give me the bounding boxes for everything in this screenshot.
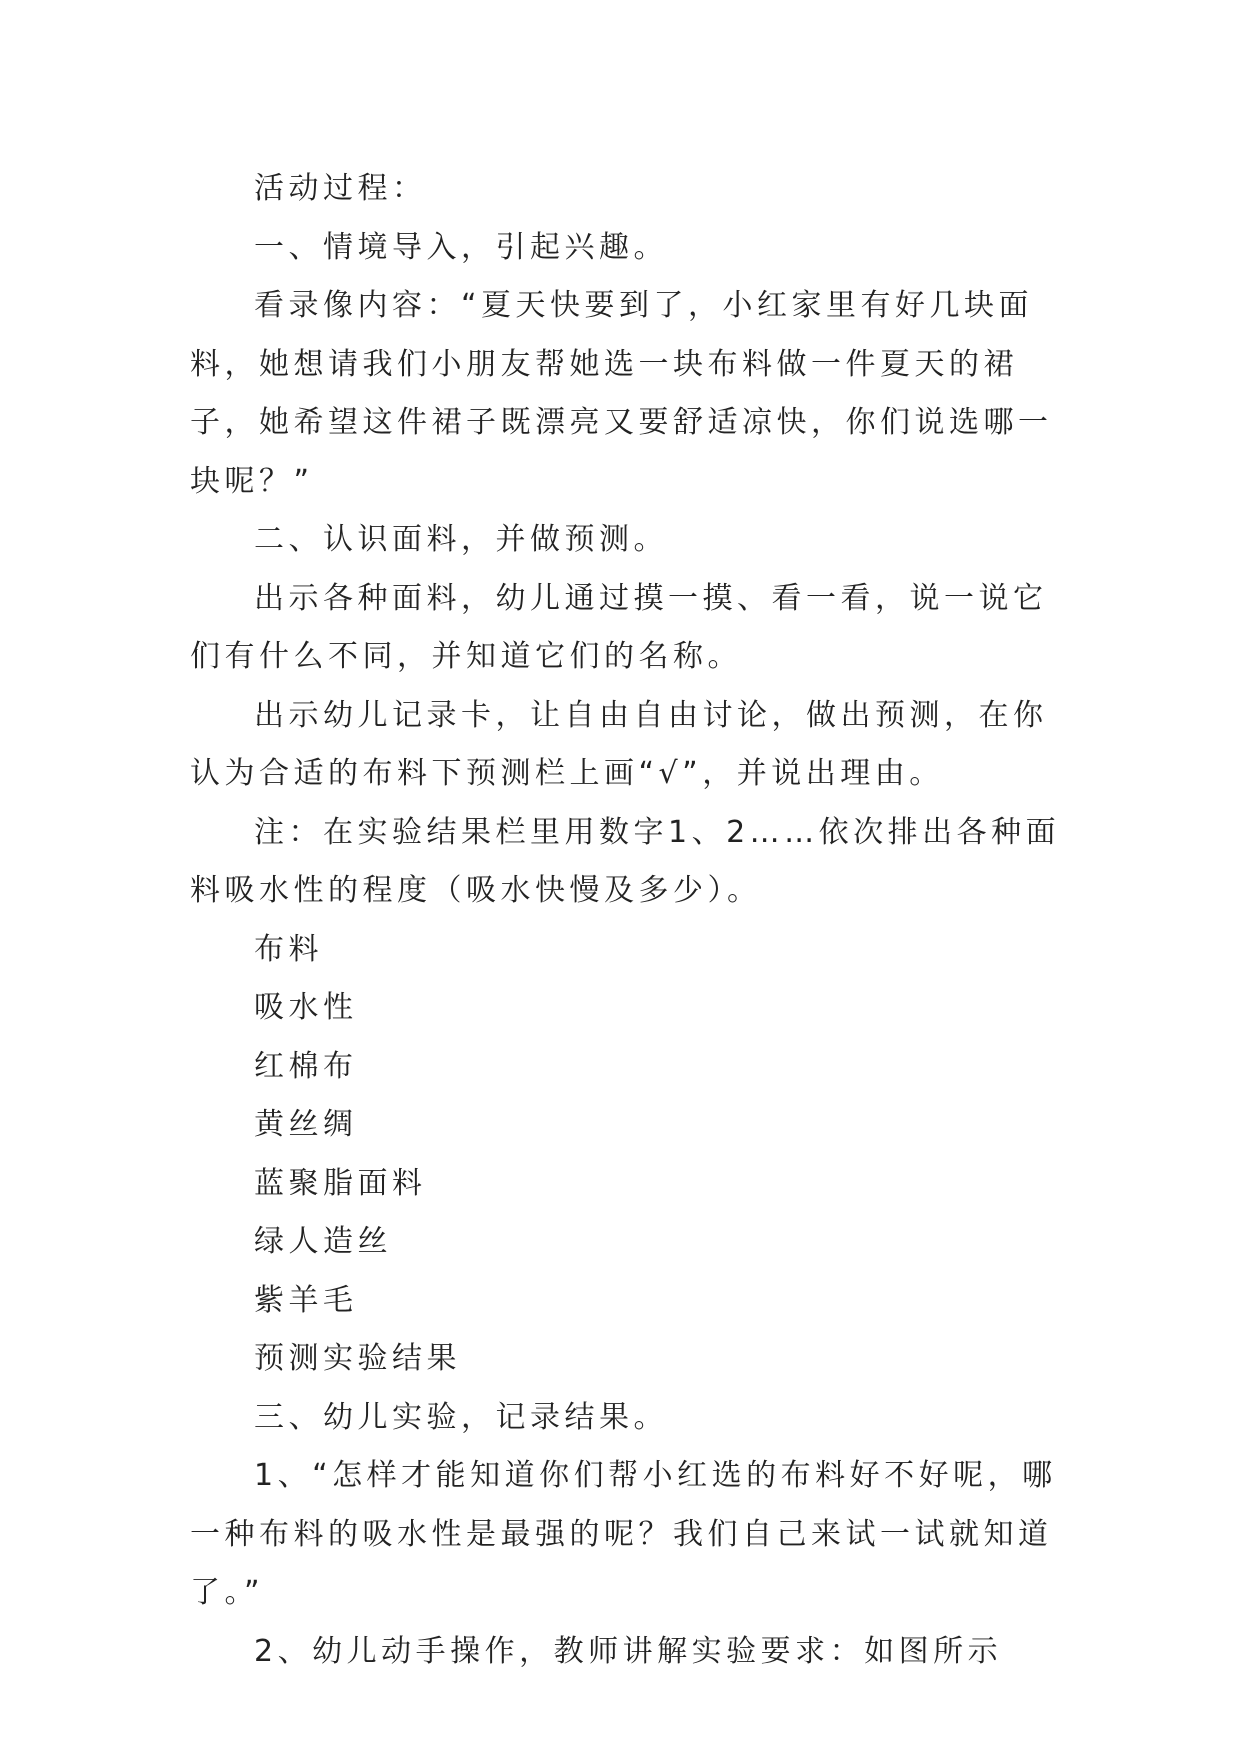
- paragraph-note: 注：在实验结果栏里用数字1、2……依次排出各种面料吸水性的程度（吸水快慢及多少）。: [190, 814, 1061, 908]
- fabric-red-cotton: 红棉布: [254, 1048, 358, 1084]
- paragraph-item-1: 1、“怎样才能知道你们帮小红选的布料好不好呢，哪一种布料的吸水性是最强的呢？我们自己来试一试就知道了。”: [190, 1458, 1057, 1610]
- fabric-green-rayon: 绿人造丝: [254, 1224, 392, 1259]
- table-label-absorbency: 吸水性: [254, 990, 358, 1025]
- step-1-heading: 一、情境导入，引起兴趣。: [254, 229, 668, 265]
- fabric-purple-wool: 紫羊毛: [254, 1282, 358, 1318]
- fabric-blue-polyester: 蓝聚脂面料: [254, 1165, 427, 1201]
- table-label-prediction-result: 预测实验结果: [254, 1341, 461, 1376]
- section-heading-activity-process: 活动过程：: [254, 171, 427, 206]
- table-label-fabric: 布料: [254, 931, 323, 967]
- step-2-heading: 二、认识面料，并做预测。: [254, 522, 668, 557]
- paragraph-record-card: 出示幼儿记录卡，让自由自由讨论，做出预测，在你认为合适的布料下预测栏上画“√”，并说出理由。: [190, 697, 1048, 791]
- document-body: [190, 160, 1070, 1681]
- paragraph-show-fabrics: 出示各种面料，幼儿通过摸一摸、看一看，说一说它们有什么不同，并知道它们的名称。: [190, 580, 1048, 674]
- fabric-yellow-silk: 黄丝绸: [254, 1107, 358, 1142]
- paragraph-item-2: 2、幼儿动手操作，教师讲解实验要求：如图所示: [254, 1633, 1003, 1669]
- step-3-heading: 三、幼儿实验，记录结果。: [254, 1399, 668, 1435]
- paragraph-video-content: 看录像内容：“夏天快要到了，小红家里有好几块面料，她想请我们小朋友帮她选一块布料做一件夏天的裙子，她希望这件裙子既漂亮又要舒适凉快，你们说选哪一块呢？”: [190, 288, 1053, 499]
